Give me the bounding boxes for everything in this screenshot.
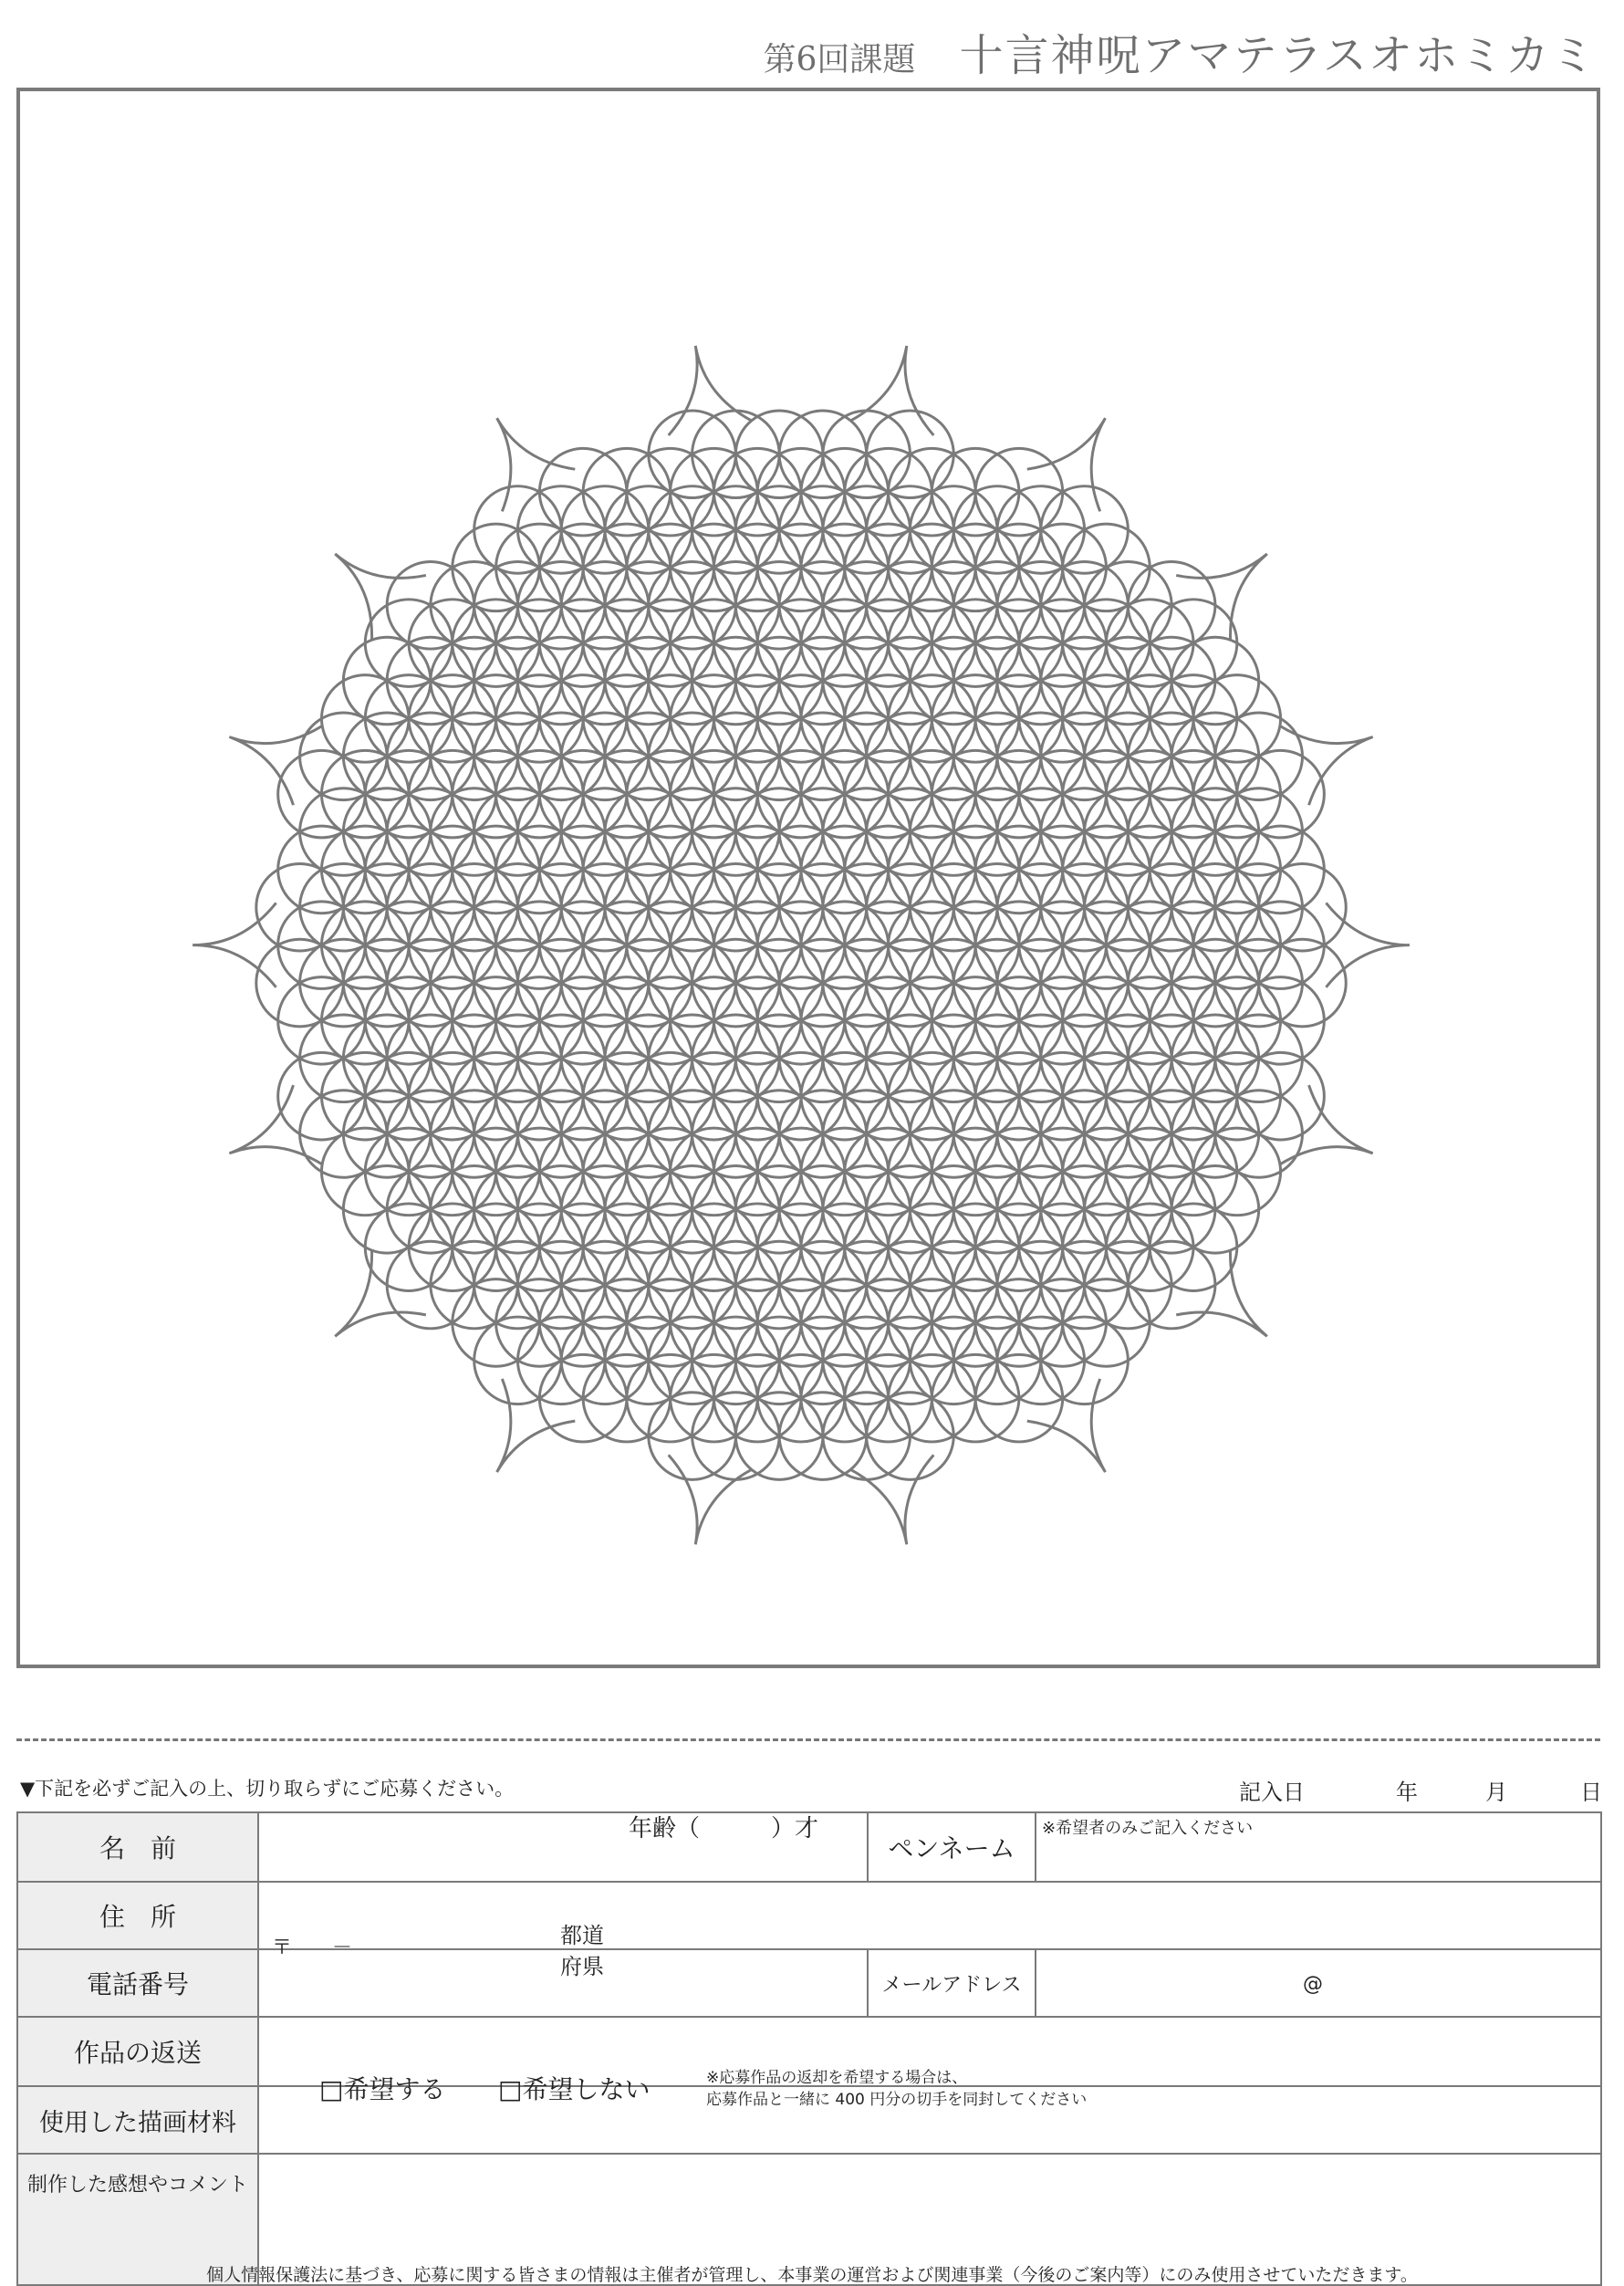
name-label: 名 前 — [17, 1812, 258, 1882]
rim-petal — [1027, 1379, 1106, 1472]
address-field[interactable] — [258, 1882, 1601, 1979]
rim-petal — [1280, 725, 1373, 805]
entry-form — [16, 1811, 1602, 2286]
coloring-frame — [16, 88, 1600, 1668]
age-label: 年齢（ ）才 — [629, 1815, 819, 1842]
rim-petal — [193, 903, 276, 986]
penname-note: ※希望者のみご記入ください — [1042, 1819, 1254, 1838]
prefecture-line-2: 府県 — [560, 1954, 604, 1979]
privacy-notice: 個人情報保護法に基づき、応募に関する皆さまの情報は主催者が管理し、本事業の運営および関連事業（今後のご案内等）にのみ使用させていただきます。 — [206, 2265, 1418, 2285]
rim-petal — [1280, 1085, 1373, 1164]
comment-label: 制作した感想やコメント — [17, 2154, 258, 2285]
page-header — [763, 20, 1597, 81]
rim-petal — [229, 1085, 322, 1164]
flower-of-life-pattern — [20, 91, 1597, 1665]
phone-label: 電話番号 — [17, 1949, 258, 2017]
issue-number: 第6回課題 — [763, 41, 916, 78]
date-month: 月 — [1485, 1780, 1507, 1805]
return-yes-checkbox[interactable]: □希望する — [319, 2074, 446, 2104]
page-title: 十言神呪アマテラスオホミカミ — [959, 30, 1597, 81]
email-at-sign: @ — [1303, 1973, 1323, 1996]
cut-line — [16, 1738, 1600, 1741]
rim-petal — [497, 1379, 576, 1472]
rim-petal — [850, 346, 933, 435]
instruction-text: ▼下記を必ずご記入の上、切り取らずにご応募ください。 — [20, 1778, 515, 1800]
rim-petal — [1027, 418, 1106, 511]
rim-petal — [850, 1455, 933, 1544]
address-label: 住 所 — [17, 1882, 258, 1949]
rim-petal — [1326, 903, 1409, 986]
rim-petal — [229, 725, 322, 805]
penname-label: ペンネーム — [868, 1812, 1036, 1882]
date-year: 年 — [1396, 1780, 1418, 1805]
penname-field[interactable] — [1036, 1812, 1601, 1882]
return-label: 作品の返送 — [17, 2017, 258, 2086]
prefecture-line-1: 都道 — [560, 1923, 604, 1948]
rim-petal — [669, 1455, 752, 1544]
return-note-line-2: 応募作品と一緒に 400 円分の切手を同封してください — [706, 2091, 1088, 2109]
email-label: メールアドレス — [868, 1949, 1036, 2017]
date-label: 記入日 — [1239, 1780, 1305, 1805]
postal-mark: 〒 － — [272, 1936, 353, 1959]
rim-petal — [497, 418, 576, 511]
name-field[interactable] — [258, 1812, 868, 1882]
entry-date — [1239, 1774, 1602, 1806]
materials-label: 使用した描画材料 — [17, 2086, 258, 2154]
return-note-line-1: ※応募作品の返却を希望する場合は、 — [706, 2069, 968, 2087]
return-field — [258, 2017, 1601, 2109]
rim-petal — [669, 346, 752, 435]
email-field[interactable] — [1036, 1949, 1601, 2017]
return-no-checkbox[interactable]: □希望しない — [498, 2074, 651, 2104]
pattern-circles — [256, 411, 1346, 1479]
date-day: 日 — [1580, 1780, 1602, 1805]
